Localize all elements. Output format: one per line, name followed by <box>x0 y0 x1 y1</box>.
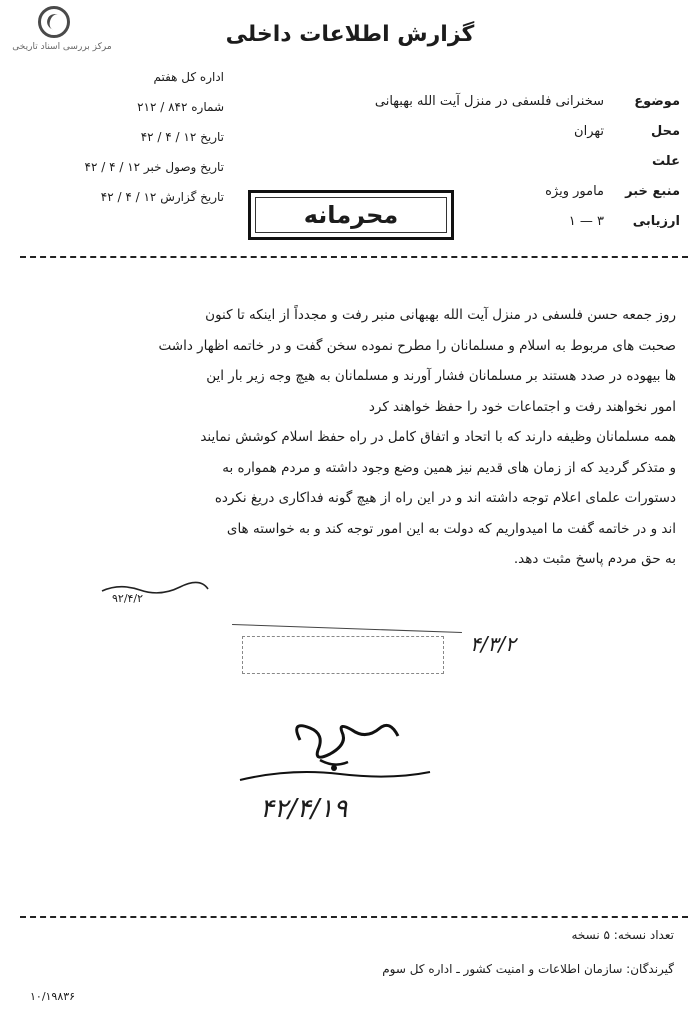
archive-watermark-logo <box>10 4 110 64</box>
signature-date: ۴۲/۴/۱۹ <box>260 794 348 824</box>
confidential-stamp: محرمانه <box>248 190 454 240</box>
body-line: همه مسلمانان وظیفه دارند که با اتحاد و اتفاق کامل در راه حفظ اسلام کوشش نمایند <box>200 429 676 445</box>
receipt-mark <box>232 618 462 678</box>
meta-subject-value: سخنرانی فلسفی در منزل آیت الله بهبهانی <box>374 93 604 109</box>
meta-left-receive-date: تاریخ وصول خبر ۱۲ / ۴ / ۴۲ <box>84 160 224 174</box>
meta-source-label: منبع خبر <box>625 183 680 199</box>
report-title: گزارش اطلاعات داخلی <box>225 22 475 47</box>
body-line: دستورات علمای اعلام توجه داشته اند و در این راه از هیچ گونه فداکاری دریغ نکرده <box>214 490 676 506</box>
watermark-text: مرکز بررسی اسناد تاریخی <box>12 42 112 52</box>
footer-divider <box>20 916 688 918</box>
body-line: امور نخواهند رفت و اجتماعات خود را حفظ خواهند کرد <box>368 398 676 415</box>
body-line: صحبت های مربوط به اسلام و مسلمانان را مطرح نموده سخن گفت و در خاتمه اظهار داشت <box>158 337 676 354</box>
report-body <box>40 300 676 575</box>
meta-location-value: تهران <box>574 123 604 139</box>
handwritten-date: ۴/۳/۲ <box>470 632 516 656</box>
body-line: و متذکر گردید که از زمان های قدیم نیز همین وضع وجود داشته و مردم همواره به <box>222 459 676 476</box>
meta-evaluation-value: ۳ — ۱ <box>568 213 604 229</box>
footer-recipients: گیرندگان: سازمان اطلاعات و امنیت کشور ـ اداره کل سوم <box>382 962 674 976</box>
meta-left-report-date: تاریخ گزارش ۱۲ / ۴ / ۴۲ <box>100 190 224 204</box>
footer-document-number: ۱۰/۱۹۸۳۶ <box>30 990 76 1003</box>
body-line: به حق مردم پاسخ مثبت دهد. <box>513 551 676 567</box>
archive-logo-icon <box>38 6 70 38</box>
header-divider <box>20 256 688 258</box>
body-line: اند و در خاتمه گفت ما امیدواریم که دولت به این امور توجه کند و به خواسته های <box>226 520 676 537</box>
meta-subject-row <box>280 86 680 116</box>
meta-evaluation-label: ارزیابی <box>632 213 680 229</box>
meta-left-office: اداره کل هفتم <box>153 70 224 84</box>
meta-reason-label: علت <box>652 153 680 169</box>
small-signature-number: ۹۲/۴/۲ <box>112 592 144 605</box>
meta-left-number: شماره ۸۴۲ / ۲۱۲ <box>137 100 224 114</box>
footer-copies: تعداد نسخه: ۵ نسخه <box>571 928 674 942</box>
meta-source-value: مامور ویژه <box>545 183 604 199</box>
meta-left-date: تاریخ ۱۲ / ۴ / ۴۲ <box>140 130 224 144</box>
body-line: روز جمعه حسن فلسفی در منزل آیت الله بهبهانی منبر رفت و مجدداً از اینکه تا کنون <box>205 307 676 323</box>
meta-reason-row <box>280 146 680 176</box>
body-line: ها بیهوده در صدد هستند بر مسلمانان فشار آورند و مسلمانان به هیچ وجه زیر بار این <box>206 368 676 384</box>
meta-subject-label: موضوع <box>634 93 680 109</box>
receipt-line <box>232 624 462 633</box>
handwritten-signature <box>230 710 450 850</box>
meta-location-row <box>280 116 680 146</box>
meta-left-column <box>24 62 224 212</box>
meta-location-label: محل <box>650 123 680 139</box>
receipt-box <box>242 636 444 674</box>
signature-scribble-icon <box>230 710 450 850</box>
small-signature <box>100 580 210 610</box>
